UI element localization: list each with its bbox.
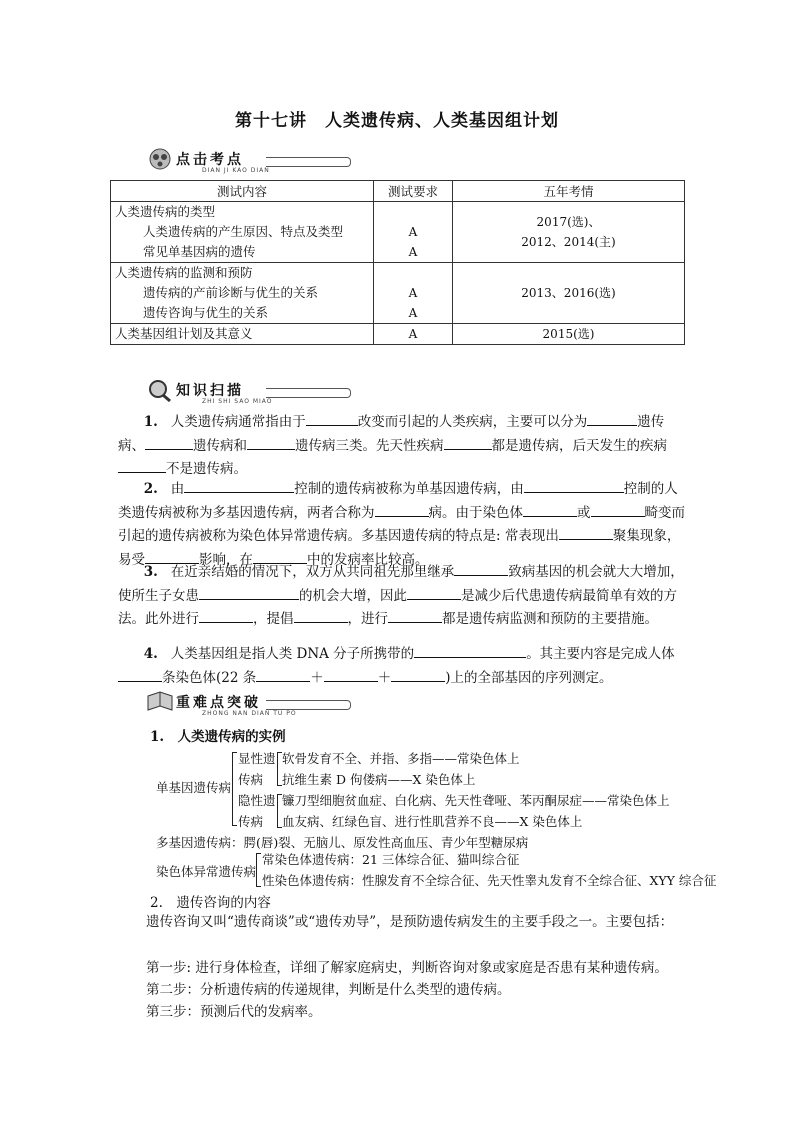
table-header-row	[111, 181, 685, 202]
section-divider	[266, 700, 351, 710]
col-header: 五年考情	[453, 181, 685, 202]
exam-years: 2015(选)	[542, 327, 595, 341]
step-1: 第一步: 进行身体检查，详细了解家庭病史，判断咨询对象或家庭是否患有某种遗传病。	[146, 960, 668, 976]
row-item: 遗传咨询与优生的关系	[143, 305, 269, 320]
table-row	[111, 324, 685, 345]
section-header-tupo	[146, 690, 356, 716]
col-header: 测试内容	[111, 181, 374, 202]
bulb-icon	[146, 147, 174, 171]
question-3: 3. 在近亲结婚的情况下，双方从共同祖先那里继承 致病基因的机会就大大增加，使所生子女患 的机会大增，因此 是减少后代患遗传病最简单有效的方法。此外进行 ，提倡 ，进行 都是遗传病监测和预防的主要措施。	[118, 561, 688, 632]
dominant-label: 传病	[238, 772, 264, 787]
exam-years: 2013、2016(选)	[521, 286, 616, 300]
multi-gene: 多基因遗传病：腭(唇)裂、无脑儿、原发性高血压、青少年型糖尿病	[156, 835, 529, 850]
recessive-autosomal: 镰刀型细胞贫血症、白化病、先天性聋哑、苯丙酮尿症——常染色体上	[282, 793, 670, 808]
part1-heading: 1. 人类遗传病的实例	[150, 729, 286, 745]
dominant-autosomal: 软骨发育不全、并指、多指——常染色体上	[282, 751, 520, 766]
step-2: 第二步：分析遗传病的传递规律，判断是什么类型的遗传病。	[146, 982, 511, 998]
row-item: 人类遗传病的产生原因、特点及类型	[143, 224, 344, 239]
exam-years: 2017(选)、	[536, 215, 601, 229]
requirement: A	[408, 327, 418, 341]
recessive-label: 隐性遗	[238, 793, 276, 808]
single-gene-label: 单基因遗传病	[156, 780, 232, 795]
section-divider	[266, 157, 351, 167]
col-header: 测试要求	[374, 181, 453, 202]
brace	[232, 752, 237, 826]
dominant-label: 显性遗	[238, 751, 276, 766]
section-divider	[266, 388, 351, 398]
book-icon	[146, 690, 174, 714]
question-4: 4. 人类基因组是指人类 DNA 分子所携带的 。其主要内容是完成人体条染色体(22 条 ＋ ＋ )上的全部基因的序列测定。	[118, 643, 688, 690]
recessive-x-linked: 血友病、红绿色盲、进行性肌营养不良——X 染色体上	[282, 814, 583, 829]
brace	[256, 853, 261, 887]
table-row	[111, 202, 685, 263]
row-title: 人类基因组计划及其意义	[115, 326, 253, 341]
section-header-kaodian	[146, 147, 356, 173]
section-label: 点击考点	[176, 152, 244, 168]
page-title: 第十七讲 人类遗传病、人类基因组计划	[235, 111, 559, 131]
row-title: 人类遗传病的监测和预防	[115, 265, 253, 280]
question-2: 2. 由 控制的遗传病被称为单基因遗传病，由 控制的人类遗传病被称为多基因遗传病，两者合称为 病。由于染色体 或 畸变而引起的遗传病被称为染色体异常遗传病。多基因遗传病的特点是: 常表现出 聚集现象，易受 影响，在 中的发病率比较高。	[118, 478, 688, 572]
section-label: 重难点突破	[176, 695, 261, 711]
section-sub: ZHI SHI SAO MIAO	[202, 398, 273, 405]
section-sub: DIAN JI KAO DIAN	[202, 167, 270, 174]
magnifier-icon	[146, 378, 174, 402]
requirement: A	[408, 225, 418, 239]
sex-chromosome-disease: 性染色体遗传病：性腺发育不全综合征、先天性睾丸发育不全综合征、XYY 综合征	[262, 873, 717, 888]
recessive-label: 传病	[238, 814, 264, 829]
question-1: 1. 人类遗传病通常指由于 改变而引起的人类疾病，主要可以分为 遗传病、 遗传病和 遗传病三类。先天性疾病 都是遗传病，后天发生的疾病不是遗传病。	[118, 411, 688, 482]
part2-intro: 遗传咨询又叫“遗传商谈”或“遗传劝导”，是预防遗传病发生的主要手段之一。主要包括：	[146, 914, 674, 930]
section-sub: ZHONG NAN DIAN TU PO	[202, 710, 297, 717]
part2-heading: 2. 遗传咨询的内容	[150, 895, 271, 911]
section-label: 知识扫描	[176, 383, 244, 399]
section-header-saomiao	[146, 378, 356, 404]
requirement: A	[408, 306, 418, 320]
table-row	[111, 263, 685, 324]
row-item: 遗传病的产前诊断与优生的关系	[143, 285, 319, 300]
row-title: 人类遗传病的类型	[115, 204, 216, 219]
exam-years: 2012、2014(主)	[521, 235, 616, 249]
chromosome-label: 染色体异常遗传病	[156, 864, 257, 879]
requirement: A	[408, 286, 418, 300]
dominant-x-linked: 抗维生素 D 佝偻病——X 染色体上	[282, 772, 476, 787]
autosomal-disease: 常染色体遗传病：21 三体综合征、猫叫综合征	[262, 852, 520, 867]
requirement: A	[408, 245, 418, 259]
row-item: 常见单基因病的遗传	[143, 244, 256, 259]
step-3: 第三步：预测后代的发病率。	[146, 1004, 322, 1020]
exam-table	[110, 180, 685, 345]
